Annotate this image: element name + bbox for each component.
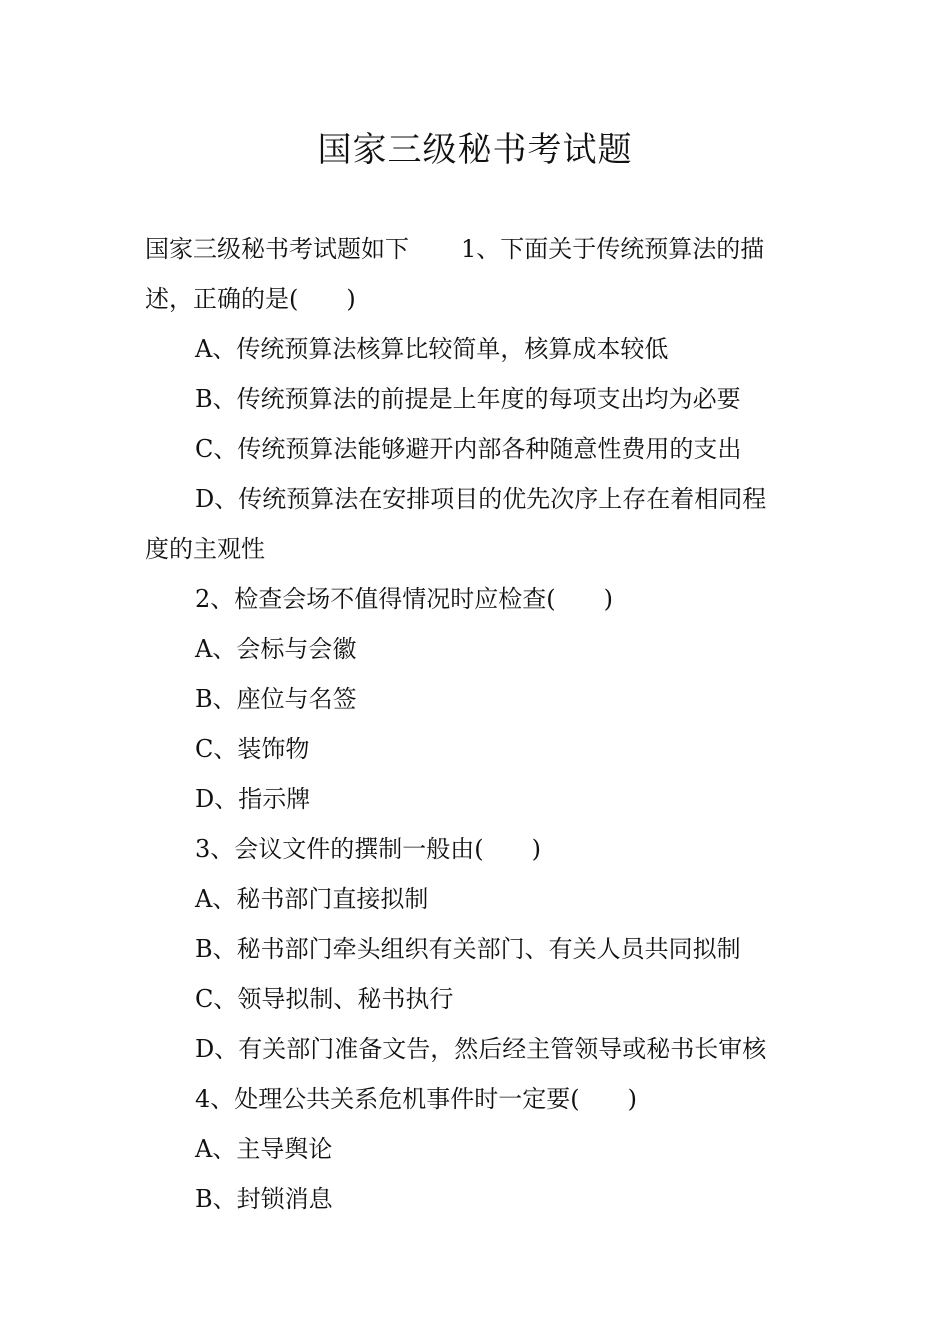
q4-option-b: B、封锁消息 [195,1185,333,1213]
intro-paragraph [145,224,810,324]
q3-option-b: B、秘书部门牵头组织有关部门、有关人员共同拟制 [195,935,741,963]
q1-option-a: A、传统预算法核算比较简单，核算成本较低 [195,335,669,363]
document-body [145,224,810,1224]
q1-option-b: B、传统预算法的前提是上年度的每项支出均为必要 [195,385,741,413]
q3-option-d: D、有关部门准备文告，然后经主管领导或秘书长审核 [195,1035,767,1063]
question-3: 3、会议文件的撰制一般由( ) [195,835,541,863]
q1-option-d [145,474,810,574]
q1-option-d-line2: 度的主观性 [145,535,265,563]
q1-option-d-line1: D、传统预算法在安排项目的优先次序上存在着相同程 [195,485,767,513]
q2-option-d: D、指示牌 [195,785,311,813]
page-title: 国家三级秘书考试题 [317,130,633,170]
q2-option-a: A、会标与会徽 [195,635,357,663]
q2-option-c: C、装饰物 [195,735,310,763]
q1-option-c: C、传统预算法能够避开内部各种随意性费用的支出 [195,435,742,463]
q3-option-a: A、秘书部门直接拟制 [195,885,429,913]
question-1-start: 1、下面关于传统预算法的描 [461,235,765,263]
q3-option-c: C、领导拟制、秘书执行 [195,985,454,1013]
intro-line [145,224,810,274]
question-4: 4、处理公共关系危机事件时一定要( ) [195,1085,637,1113]
q4-option-a: A、主导舆论 [195,1135,333,1163]
q2-option-b: B、座位与名签 [195,685,357,713]
question-2: 2、检查会场不值得情况时应检查( ) [195,585,613,613]
question-1-continuation: 述，正确的是( ) [145,285,356,313]
intro-text: 国家三级秘书考试题如下 [145,235,409,263]
